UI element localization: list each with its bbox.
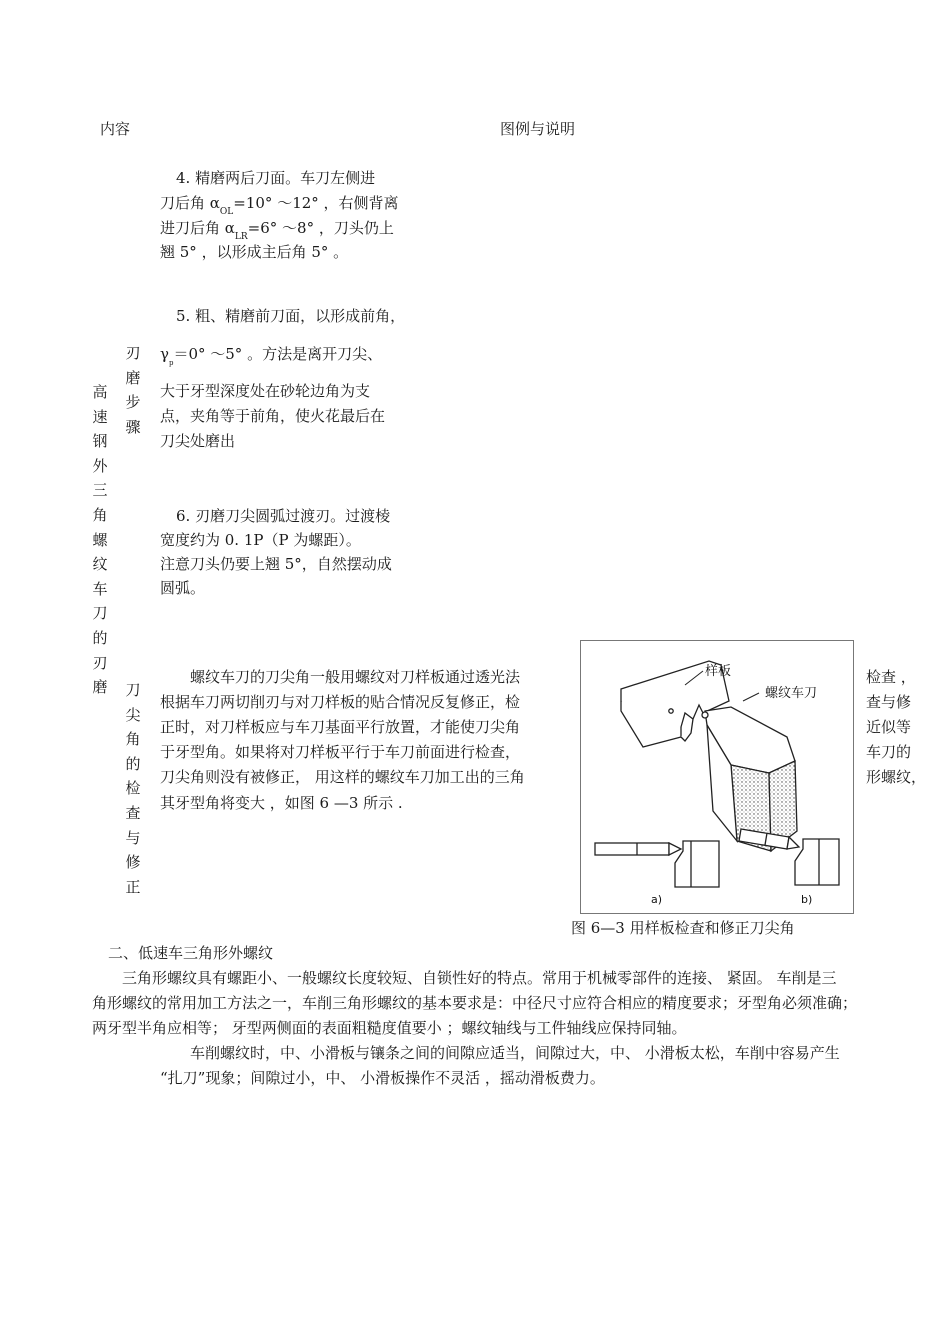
vertical-subtitle-char: 磨 [125, 368, 141, 387]
vertical-subtitle-char: 步 [125, 393, 141, 412]
step5-line2: $\gamma_p=0^\circ$ ～5° 。方法是离开刀尖、 [160, 345, 383, 367]
figure-6-3 [580, 640, 854, 914]
right-fragment-2: 查与修 [866, 693, 912, 711]
vertical-title-char: 钢 [92, 432, 108, 451]
vertical-title-char: 的 [92, 628, 108, 647]
header-figure: 图例与说明 [500, 120, 576, 138]
vertical-subtitle-char: 骤 [125, 417, 141, 436]
section-p1-line2: 角形螺纹的常用加工方法之一，车削三角形螺纹的基本要求是：中径尺寸应符合相应的精度要求；牙型角必须准确； [92, 994, 858, 1012]
vertical-title-char: 高 [92, 383, 108, 401]
vertical-subtitle-char: 角 [125, 730, 141, 749]
label-b: b) [801, 893, 813, 906]
vertical-title-char: 纹 [92, 555, 108, 574]
right-fragment-3: 近似等 [866, 718, 912, 736]
step5-line3: 大于牙型深度处在砂轮边角为支 [160, 382, 371, 400]
step4-line1: 4. 精磨两后刀面。车刀左侧进 [176, 169, 376, 187]
right-fragment-1: 检查 ， [866, 668, 916, 686]
step6-line2: 宽度约为 0. 1P（P 为螺距）。 [160, 531, 361, 549]
vertical-title-char: 速 [92, 407, 108, 426]
section-p1-line3: 两牙型半角应相等； 牙型两侧面的表面粗糙度值要小 ；螺纹轴线与工件轴线应保持同轴。 [92, 1019, 687, 1037]
section-p1-line1: 三角形螺纹具有螺距小、一般螺纹长度较短、自锁性好的特点。常用于机械零部件的连接、 紧固。 车削是三 [122, 969, 837, 987]
vertical-subtitle-char: 的 [125, 754, 141, 773]
vertical-subtitle-char: 检 [125, 779, 141, 798]
vertical-subtitle-char: 刀 [125, 681, 141, 699]
check-line2: 根据车刀两切削刃与对刀样板的贴合情况反复修正，检 [160, 693, 521, 711]
step4-line2: 刀后角 $\alpha_{OL}=10^\circ$ ～12° ，右侧背离 [160, 194, 399, 217]
vertical-title-grinding-steps [124, 341, 142, 439]
check-line1: 螺纹车刀的刀尖角一般用螺纹对刀样板通过透光法 [190, 668, 521, 686]
step5-line1: 5. 粗、精磨前刀面，以形成前角， [176, 307, 406, 325]
figure-caption: 图 6—3 用样板检查和修正刀尖角 [571, 919, 795, 937]
check-line3: 正时，对刀样板应与车刀基面平行放置，才能使刀尖角 [160, 718, 521, 736]
vertical-title-char: 刀 [92, 604, 108, 623]
step6-line1: 6. 刃磨刀尖圆弧过渡刃。过渡棱 [176, 507, 391, 525]
vertical-title-angle-check [124, 678, 142, 899]
vertical-title-char: 三 [92, 481, 108, 500]
subfigure-a [595, 841, 719, 887]
vertical-subtitle-char: 修 [125, 853, 141, 872]
step4-line3: 进刀后角 $\alpha_{LR}=6^\circ$ ～8° ，刀头仍上 [160, 219, 394, 242]
right-fragment-4: 车刀的 [866, 743, 912, 761]
check-line6: 其牙型角将变大 ，如图 6 —3 所示 . [160, 794, 403, 812]
step6-line4: 圆弧。 [160, 579, 206, 597]
vertical-title-char: 外 [92, 456, 108, 475]
label-a: a) [651, 893, 663, 906]
vertical-subtitle-char: 尖 [125, 705, 141, 724]
right-fragment-5: 形螺纹， [866, 768, 927, 786]
vertical-subtitle-char: 与 [125, 828, 141, 847]
vertical-subtitle-char: 查 [125, 803, 141, 822]
header-content: 内容 [100, 120, 131, 138]
vertical-title-main [91, 380, 109, 700]
section-p2-line2: “扎刀”现象；间隙过小，中、 小滑板操作不灵活 ，摇动滑板费力。 [160, 1069, 605, 1087]
step6-line3: 注意刀头仍要上翘 5°，自然摆动成 [160, 555, 392, 573]
vertical-title-char: 角 [92, 505, 108, 524]
vertical-title-char: 车 [92, 579, 108, 598]
check-line5: 刀尖角则没有被修正， 用这样的螺纹车刀加工出的三角 [160, 768, 525, 786]
template-check-illustration [581, 641, 853, 913]
vertical-title-char: 螺 [92, 530, 108, 549]
vertical-title-char: 磨 [92, 678, 108, 697]
step4-line4: 翘 5° ，以形成主后角 5° 。 [160, 243, 349, 261]
label-thread-tool: 螺纹车刀 [765, 686, 818, 701]
step5-line5: 刀尖处磨出 [160, 432, 236, 450]
step5-line4: 点，夹角等于前角，使火花最后在 [160, 407, 386, 425]
vertical-subtitle-char: 刃 [125, 344, 141, 362]
label-template: 样板 [705, 664, 732, 679]
vertical-title-char: 刃 [92, 653, 108, 672]
check-line4: 于牙型角。如果将对刀样板平行于车刀前面进行检查， [160, 743, 521, 761]
vertical-subtitle-char: 正 [125, 877, 141, 896]
section-title: 二、低速车三角形外螺纹 [108, 944, 274, 962]
section-p2-line1: 车削螺纹时，中、小滑板与镶条之间的间隙应适当，间隙过大，中、 小滑板太松，车削中容易产生 [190, 1044, 840, 1062]
subfigure-b [739, 829, 839, 885]
